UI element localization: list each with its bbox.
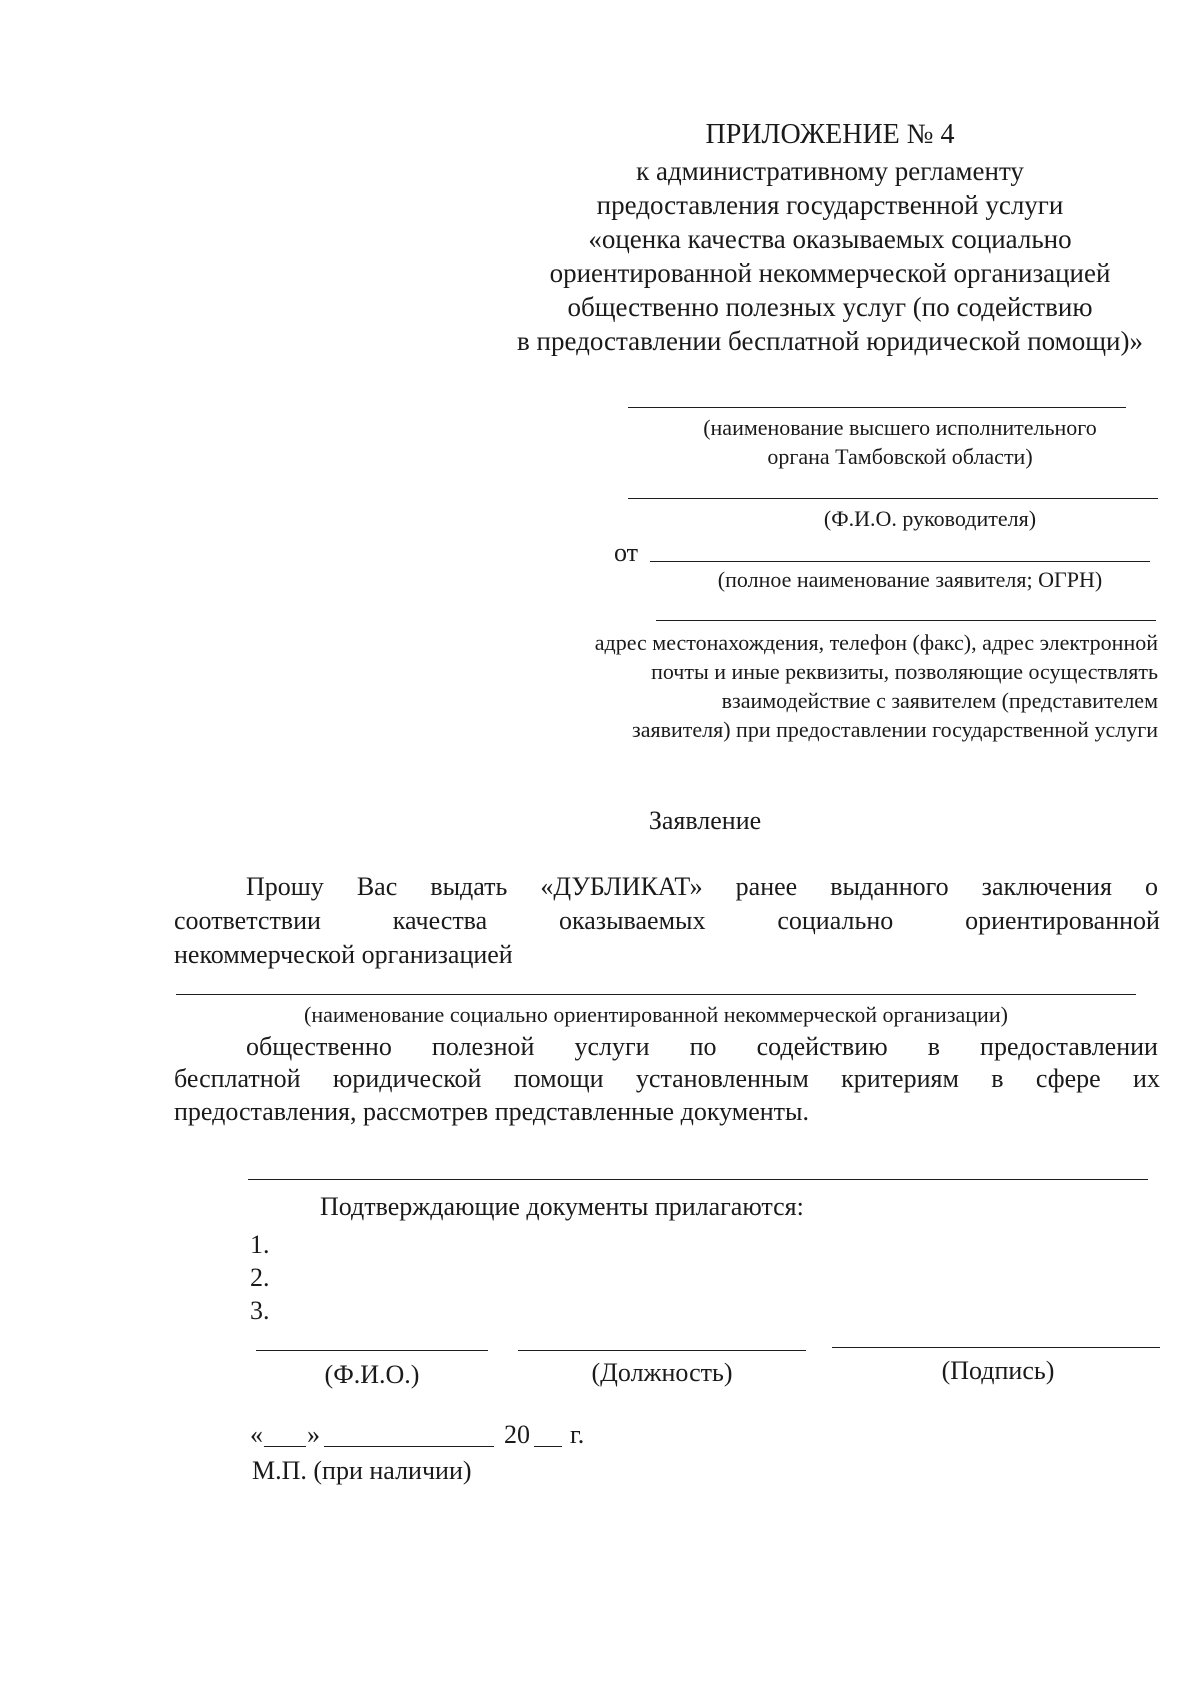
request-word: полезной xyxy=(431,1032,535,1061)
attachment-item-2: 2. xyxy=(250,1263,270,1292)
request-word: ориентированной xyxy=(965,906,1160,935)
request-line-6: предоставления, рассмотрев представленные документы. xyxy=(174,1097,809,1126)
appendix-header xyxy=(490,118,1170,358)
request-word: сфере xyxy=(1035,1064,1101,1093)
appendix-line-5: общественно полезных услуг (по содействию xyxy=(567,292,1093,322)
contacts-caption xyxy=(458,628,1158,744)
authority-name-line[interactable] xyxy=(628,407,1126,408)
request-word: качества xyxy=(392,906,488,935)
appendix-line-4: ориентированной некоммерческой организацией xyxy=(549,258,1111,288)
fio-line[interactable] xyxy=(256,1350,488,1351)
authority-caption-1: (наименование высшего исполнительного xyxy=(703,415,1097,440)
date-year-suffix: г. xyxy=(570,1420,585,1449)
request-word: о xyxy=(1144,872,1158,901)
request-word: выдать xyxy=(430,872,508,901)
request-line-1 xyxy=(246,870,1158,903)
contacts-line[interactable] xyxy=(656,620,1156,621)
request-word: юридической xyxy=(332,1064,482,1093)
request-word: бесплатной xyxy=(174,1064,301,1093)
request-word: установленным xyxy=(635,1064,809,1093)
date-year-line[interactable] xyxy=(534,1446,562,1447)
request-word: Прошу xyxy=(246,872,324,901)
contacts-caption-line-4: заявителя) при предоставлении государственной услуги xyxy=(632,717,1158,742)
org-name-line[interactable] xyxy=(176,994,1136,995)
date-quote-open: « xyxy=(250,1420,263,1449)
request-word: соответствии xyxy=(174,906,321,935)
position-caption: (Должность) xyxy=(591,1358,733,1387)
request-line-3: некоммерческой организацией xyxy=(174,940,513,969)
attachment-item-3: 3. xyxy=(250,1296,270,1325)
authority-caption-2: органа Тамбовской области) xyxy=(767,444,1033,469)
appendix-line-2: предоставления государственной услуги xyxy=(596,190,1064,220)
contacts-caption-line-3: взаимодействие с заявителем (представителем xyxy=(721,688,1158,713)
request-word: в xyxy=(991,1064,1004,1093)
appendix-line-1: к административному регламенту xyxy=(636,156,1024,186)
request-word: помощи xyxy=(513,1064,604,1093)
contacts-caption-line-2: почты и иные реквизиты, позволяющие осуществлять xyxy=(651,659,1158,684)
applicant-caption: (полное наименование заявителя; ОГРН) xyxy=(717,567,1103,592)
appendix-line-3: «оценка качества оказываемых социально xyxy=(588,224,1072,254)
request-word: их xyxy=(1133,1064,1160,1093)
appendix-line-6: в предоставлении бесплатной юридической помощи)» xyxy=(517,326,1143,356)
position-line[interactable] xyxy=(518,1350,806,1351)
date-year-prefix: 20 xyxy=(504,1420,530,1449)
request-word: в xyxy=(927,1032,940,1061)
request-word: Вас xyxy=(356,872,398,901)
request-word: предоставлении xyxy=(980,1032,1158,1061)
signature-caption: (Подпись) xyxy=(941,1356,1055,1385)
request-word: услуги xyxy=(574,1032,650,1061)
date-quote-close: » xyxy=(307,1420,320,1449)
request-line-2 xyxy=(174,904,1160,937)
org-caption: (наименование социально ориентированной некоммерческой организации) xyxy=(304,1002,1008,1027)
request-word: ранее xyxy=(735,872,798,901)
head-caption: (Ф.И.О. руководителя) xyxy=(823,506,1037,531)
request-word: выданного xyxy=(830,872,949,901)
request-line-5 xyxy=(174,1062,1160,1095)
request-word: общественно xyxy=(246,1032,392,1061)
stamp-label: М.П. (при наличии) xyxy=(252,1456,472,1485)
appendix-title: ПРИЛОЖЕНИЕ № 4 xyxy=(705,119,955,150)
document-heading: Заявление xyxy=(648,806,762,835)
request-line-4 xyxy=(246,1030,1158,1063)
attachments-label: Подтверждающие документы прилагаются: xyxy=(320,1192,804,1221)
from-label: от xyxy=(614,538,639,567)
request-word: заключения xyxy=(981,872,1112,901)
attachments-blank-line[interactable] xyxy=(248,1179,1148,1180)
head-name-line[interactable] xyxy=(628,498,1158,499)
date-day-line[interactable] xyxy=(264,1446,306,1447)
request-word: оказываемых xyxy=(559,906,706,935)
request-word: «ДУБЛИКАТ» xyxy=(540,872,703,901)
signature-line[interactable] xyxy=(832,1347,1160,1348)
request-word: критериям xyxy=(841,1064,959,1093)
request-word: по xyxy=(689,1032,717,1061)
request-word: социально xyxy=(777,906,894,935)
date-month-line[interactable] xyxy=(324,1446,494,1447)
contacts-caption-line-1: адрес местонахождения, телефон (факс), адрес электронной xyxy=(594,630,1158,655)
request-word: содействию xyxy=(756,1032,888,1061)
fio-caption: (Ф.И.О.) xyxy=(324,1360,420,1389)
applicant-name-line[interactable] xyxy=(650,561,1150,562)
attachment-item-1: 1. xyxy=(250,1230,270,1259)
